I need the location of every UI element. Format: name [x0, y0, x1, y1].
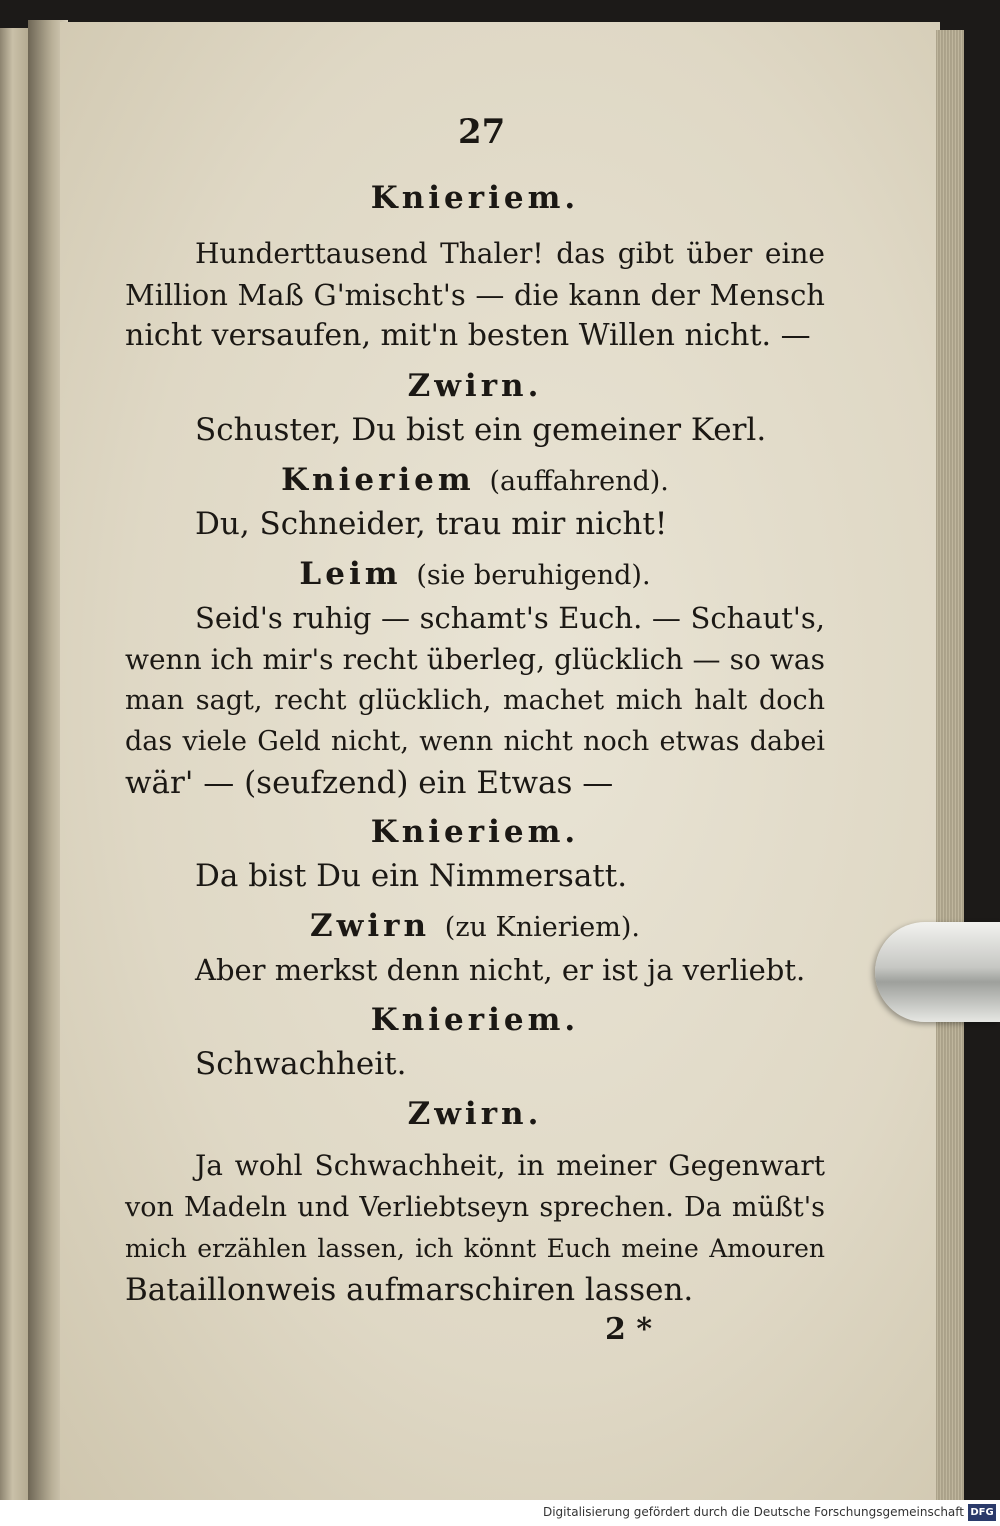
speaker-name: Knieriem. — [370, 1002, 580, 1038]
dialogue-line: Aber merkst denn nicht, er ist ja verliebt. — [195, 953, 806, 987]
dialogue-line: Schwachheit. — [195, 1046, 407, 1082]
speaker-heading — [125, 906, 825, 948]
previous-page-edge — [0, 28, 28, 1500]
footer-bar — [0, 1500, 1000, 1526]
funding-credit: Digitalisierung gefördert durch die Deutsche Forschungsgemeinschaft — [542, 1505, 964, 1519]
speaker-heading — [125, 460, 825, 502]
dialogue-line: mich erzählen lassen, ich könnt Euch meine Amouren — [125, 1234, 825, 1263]
page-clamp — [875, 922, 1000, 1022]
dialogue-line: wenn ich mir's recht überleg, glücklich — so was — [125, 643, 825, 676]
speaker-name: Zwirn — [310, 908, 430, 944]
speaker-name: Zwirn. — [407, 368, 543, 404]
dialogue-line: wär' — (seufzend) ein Etwas — — [125, 765, 614, 801]
speaker-name: Zwirn. — [407, 1096, 543, 1132]
stage-direction: (sie beruhigend). — [416, 560, 651, 591]
speaker-name: Knieriem. — [370, 180, 580, 216]
stage-direction: (auffahrend). — [489, 466, 669, 497]
dialogue-line: nicht versaufen, mit'n besten Willen nicht. — — [125, 318, 811, 353]
dialogue-line: Da bist Du ein Nimmersatt. — [195, 858, 628, 894]
speaker-name: Knieriem. — [370, 814, 580, 850]
speaker-name: Knieriem — [281, 462, 475, 498]
speaker-name: Leim — [299, 556, 402, 592]
dialogue-line: das viele Geld nicht, wenn nicht noch etwas dabei — [125, 726, 825, 757]
dialogue-line: Du, Schneider, trau mir nicht! — [195, 506, 668, 542]
signature-mark: 2 * — [605, 1312, 653, 1347]
dialogue-line: Ja wohl Schwachheit, in meiner Gegenwart — [195, 1149, 825, 1182]
dialogue-line: von Madeln und Verliebtseyn sprechen. Da müßt's — [125, 1192, 825, 1223]
dialogue-line: man sagt, recht glücklich, machet mich halt doch — [125, 685, 825, 716]
page-number: 27 — [458, 112, 506, 152]
stage-direction: (zu Knieriem). — [444, 912, 640, 943]
dialogue-line: Million Maß G'mischt's — die kann der Mensch — [125, 278, 825, 312]
dialogue-line: Seid's ruhig — schamt's Euch. — Schaut's, — [195, 601, 825, 635]
dfg-logo: DFG — [968, 1504, 996, 1521]
page-stack-edge — [936, 30, 964, 1500]
dialogue-line: Schuster, Du bist ein gemeiner Kerl. — [195, 412, 767, 448]
speaker-heading — [125, 554, 825, 596]
dialogue-line: Bataillonweis aufmarschiren lassen. — [125, 1272, 694, 1308]
dialogue-line: Hunderttausend Thaler! das gibt über eine — [195, 237, 825, 270]
